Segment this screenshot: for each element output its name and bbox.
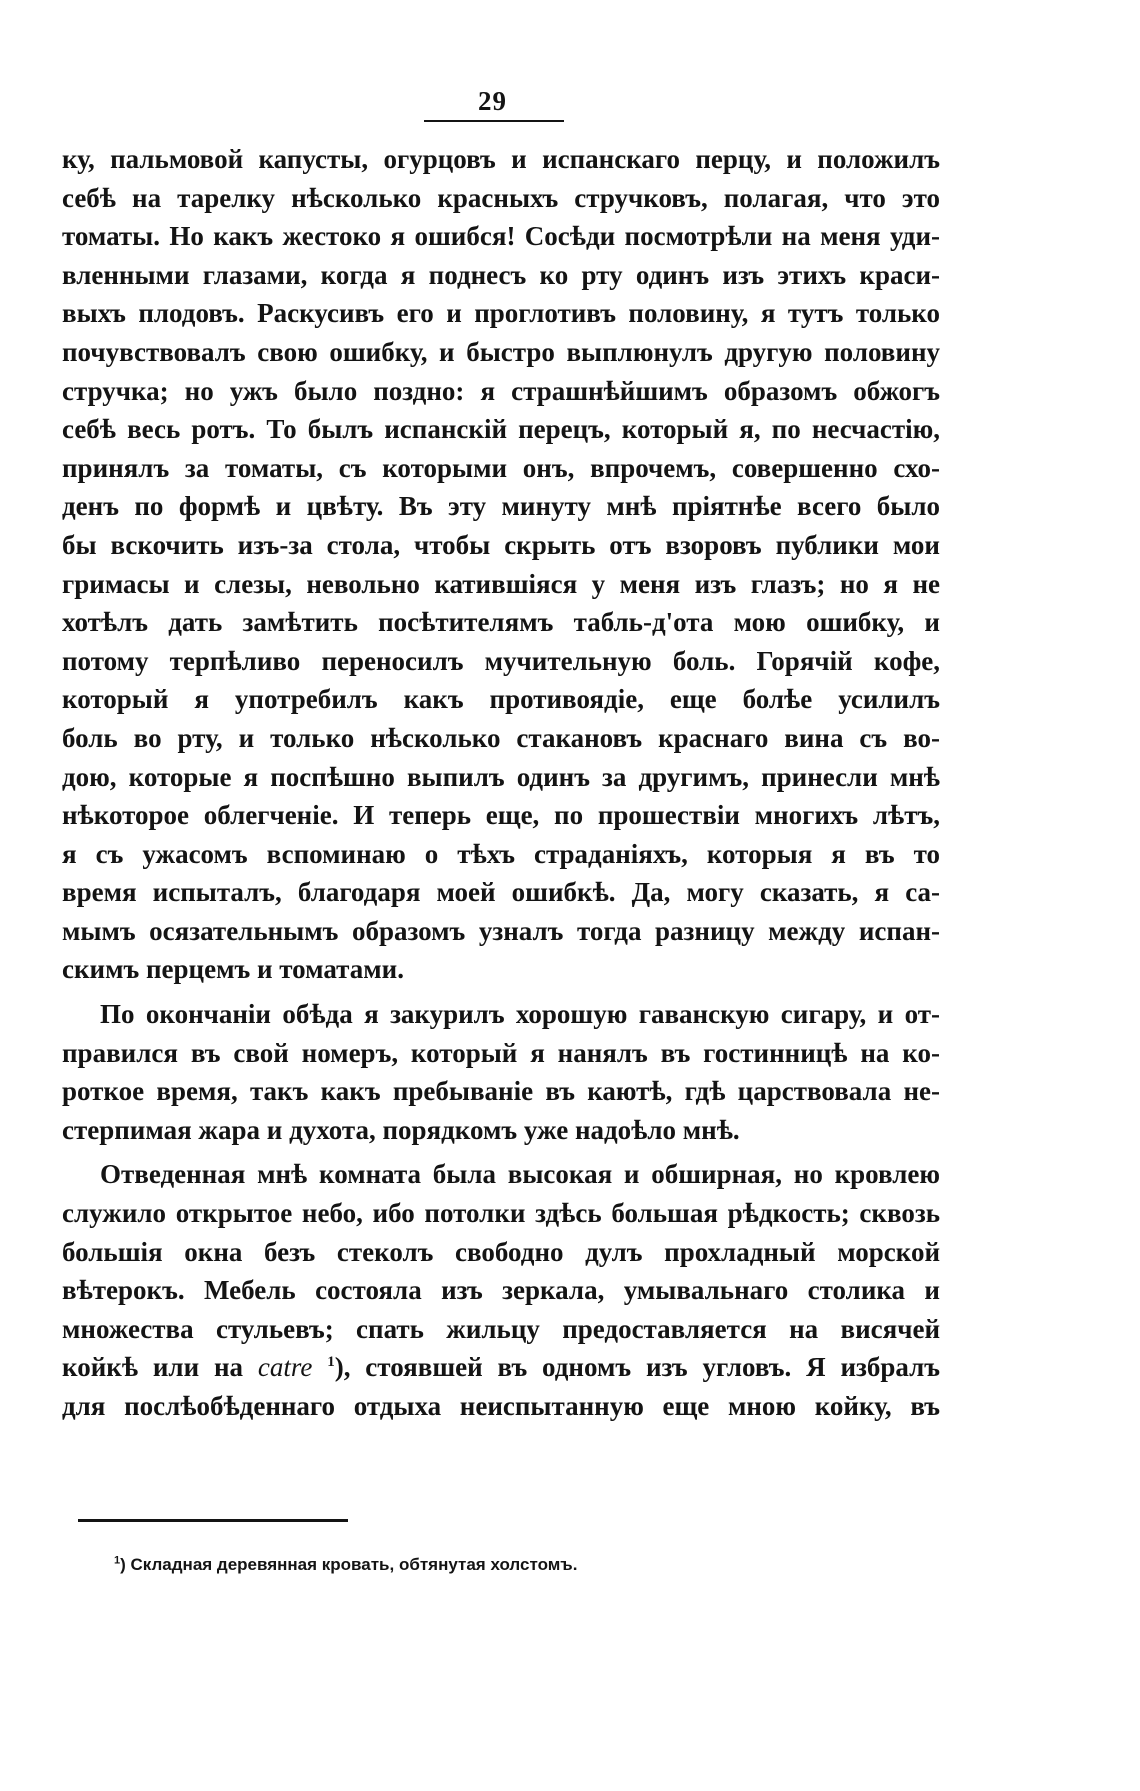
text-line: бы вскочить изъ-за стола, чтобы скрыть отъ взоровъ публики мои: [62, 529, 940, 560]
text-line: томаты. Но какъ жестоко я ошибся! Сосѣди посмотрѣли на меня уди-: [62, 221, 940, 252]
footnote-rule: [78, 1519, 348, 1522]
page-number: 29: [478, 86, 507, 116]
text-line: нѣкоторое облегченіе. И теперь еще, по прошествіи многихъ лѣтъ,: [62, 800, 940, 831]
text-line: мымъ осязательнымъ образомъ узналъ тогда разницу между испан-: [62, 915, 940, 946]
text-line: служило открытое небо, ибо потолки здѣсь большая рѣдкость; сквозь: [62, 1198, 940, 1229]
text-line: стерпимая жара и духота, порядкомъ уже надоѣло мнѣ.: [62, 1114, 740, 1145]
footnote-reference: 1: [327, 1354, 335, 1371]
catre-word: catre: [257, 1352, 313, 1383]
text-line-final: для послѣобѣденнаго отдыха неиспытанную еще мною койку, въ: [62, 1391, 940, 1421]
text-line: хотѣлъ дать замѣтить посѣтителямъ табль-д'ота мою ошибку, и: [62, 607, 940, 638]
text-line: который я употребилъ какъ противоядіе, еще болѣе усилилъ: [62, 684, 940, 715]
text-line: я съ ужасомъ вспоминаю о тѣхъ страданіяхъ, которыя я въ то: [62, 838, 940, 869]
text-line: вленными глазами, когда я поднесъ ко рту одинъ изъ этихъ краси-: [62, 259, 940, 290]
footnote-mark: 1: [114, 1554, 121, 1567]
text-line: гримасы и слезы, невольно катившіяся у меня изъ глазъ; но я не: [62, 568, 940, 599]
text-line: себѣ на тарелку нѣсколько красныхъ стручковъ, полагая, что это: [62, 182, 940, 213]
text-line: скимъ перцемъ и томатами.: [62, 954, 404, 985]
text-line: почувствовалъ свою ошибку, и быстро выплюнулъ другую половину: [62, 336, 940, 367]
text-line: ку, пальмовой капусты, огурцовъ и испанскаго перцу, и положилъ: [62, 144, 940, 174]
text-line: денъ по формѣ и цвѣту. Въ эту минуту мнѣ пріятнѣе всего было: [62, 491, 940, 522]
footnote: [114, 1555, 577, 1575]
text-line: стручка; но ужъ было поздно: я страшнѣйшимъ образомъ обжогъ: [62, 375, 940, 406]
text-line: принялъ за томаты, съ которыми онъ, впрочемъ, совершенно схо-: [62, 452, 940, 483]
paragraph-1: [62, 140, 940, 989]
footnote-text: ) Складная деревянная кровать, обтянутая холстомъ.: [120, 1555, 578, 1574]
text-line: Отведенная мнѣ комната была высокая и обширная, но кровлею: [100, 1159, 940, 1190]
text-line: роткое время, такъ какъ пребываніе въ каютѣ, гдѣ царствовала не-: [62, 1076, 940, 1107]
text-line-catre: койкѣ или на catre $^1$), стоявшей въ одномъ изъ угловъ. Я избралъ: [62, 1352, 940, 1383]
text-line: множества стульевъ; спать жильцу предоставляется на висячей: [62, 1313, 940, 1344]
text-line: правился въ свой номеръ, который я нанялъ въ гостинницѣ на ко-: [62, 1037, 940, 1068]
header-rule: [424, 120, 564, 122]
paragraph-2: [62, 995, 940, 1149]
text-line: себѣ весь ротъ. То былъ испанскій перецъ, который я, по несчастію,: [62, 414, 940, 445]
text-line: выхъ плодовъ. Раскусивъ его и проглотивъ половину, я тутъ только: [62, 298, 940, 329]
text-line: потому терпѣливо переносилъ мучительную боль. Горячій кофе,: [62, 645, 940, 676]
text-line: большія окна безъ стеколъ свободно дулъ прохладный морской: [62, 1236, 940, 1267]
text-line: По окончаніи обѣда я закурилъ хорошую гаванскую сигару, и от-: [100, 999, 940, 1030]
text-line: вѣтерокъ. Мебель состояла изъ зеркала, умывальнаго столика и: [62, 1275, 940, 1306]
text-line: время испыталъ, благодаря моей ошибкѣ. Да, могу сказать, я са-: [62, 877, 940, 908]
text-line: дою, которые я поспѣшно выпилъ одинъ за другимъ, принесли мнѣ: [62, 761, 940, 792]
text-line: боль во рту, и только нѣсколько стакановъ краснаго вина съ во-: [62, 722, 940, 753]
paragraph-3: [62, 1155, 940, 1425]
body-text: [62, 140, 940, 1426]
